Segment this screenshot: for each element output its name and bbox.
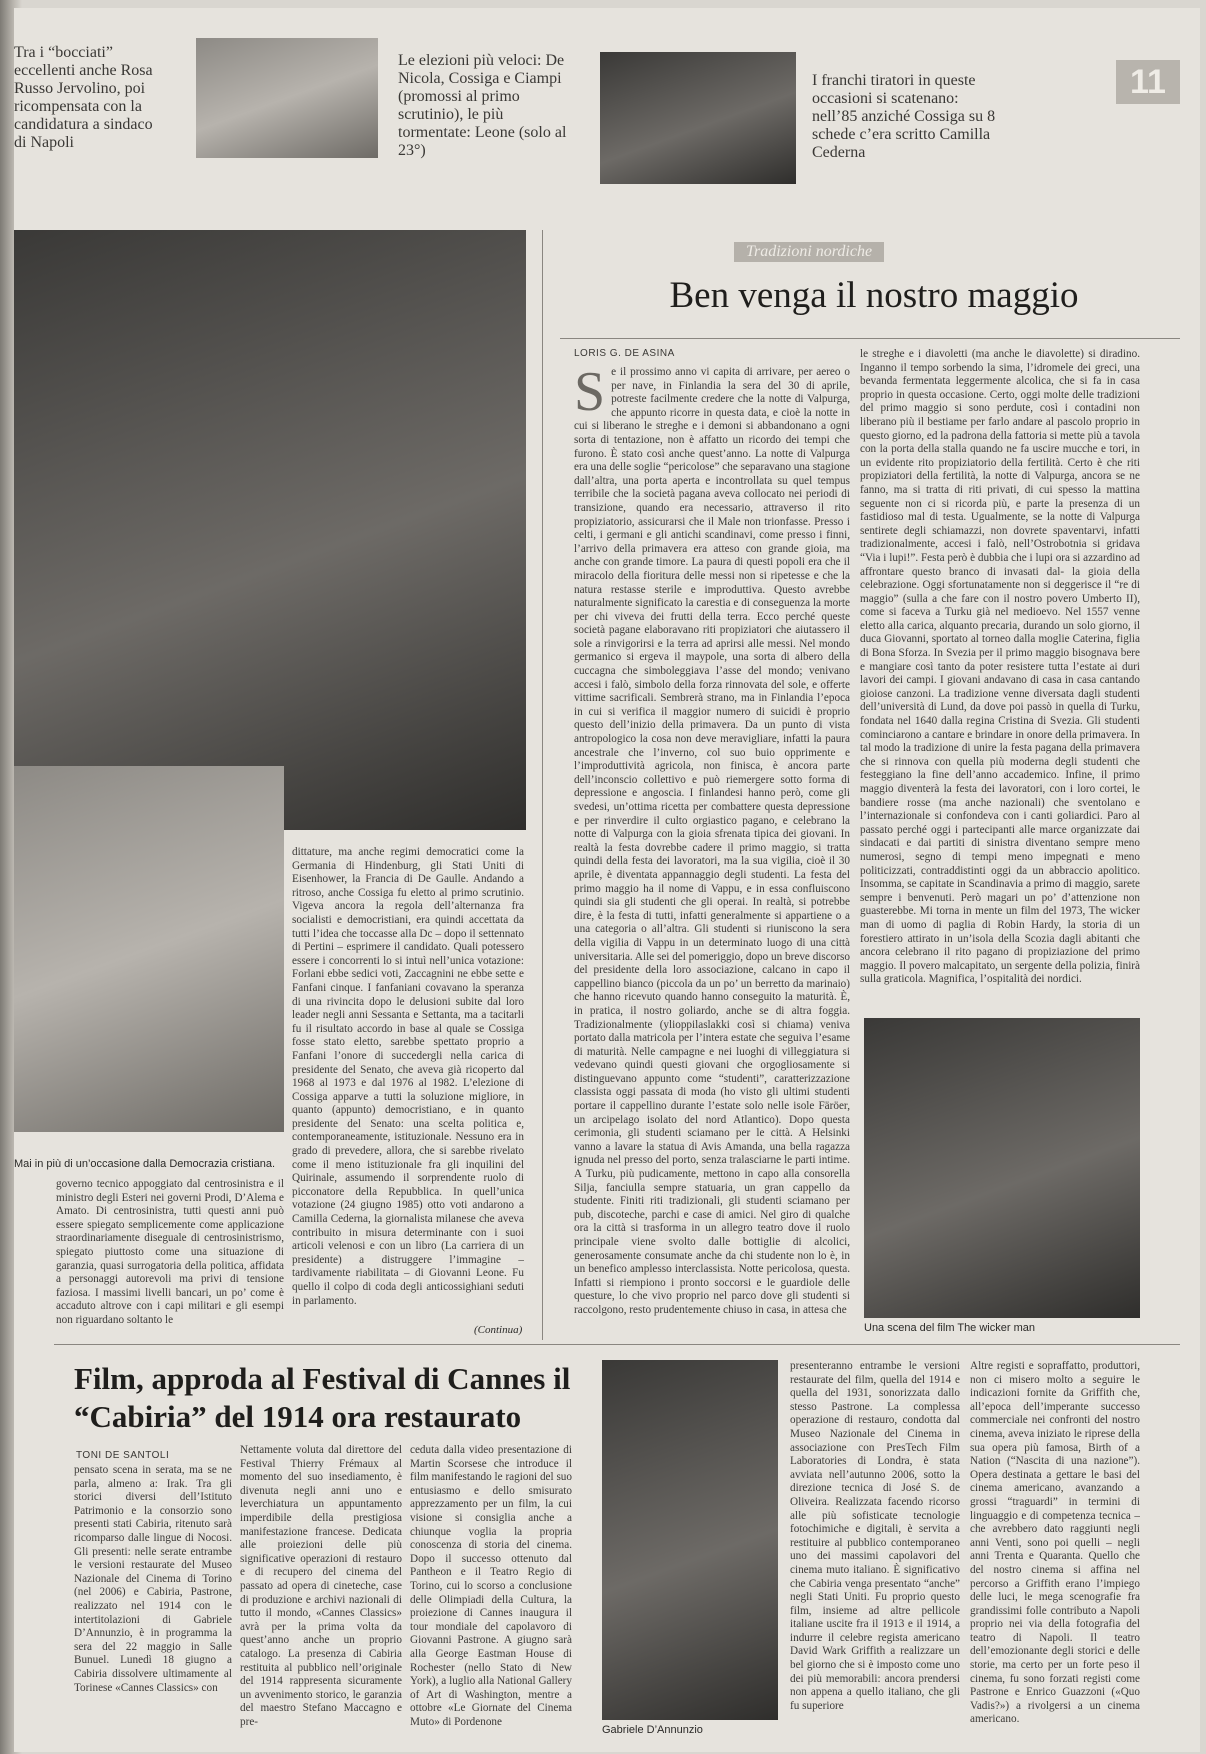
continued-label: (Continua): [474, 1324, 523, 1336]
top-strip-left-text: Tra i “bocciati” eccellenti anche Rosa Russo Jervolino, poi ricompensata con la candidatura a sindaco di Napoli: [14, 44, 153, 151]
top-strip-middle-text: Le elezioni più veloci: De Nicola, Cossiga e Ciampi (promossi al primo scrutinio), le più tormentate: Leone (solo al 23°): [398, 52, 567, 159]
city-aerial-photo: [196, 38, 378, 158]
top-strip: [14, 30, 1200, 200]
film-column-5: Altre registi e sopraffatto, produttori, non ci misero molto a seguire le indicazioni fornite da Griffith che, all’epoca dell’imperante successo commerciale nei confronti del nostro cinema, aveva iniziato le riprese della sua opera più famosa, Birth of a Nation (“Nascita di una nazione”). Opera destinata a gettare le basi del cinema americano, avanzando a grossi “traguardi” in termini di linguaggio e di competenza tecnica – che avrebbero dato raggiunti negli anni Venti, sono poi quelli – negli anni Trenta e Quaranta. Quello che del nostro cinema si affina nel percorso a Griffith erano l’impiego delle luci, le mega scenografie fra grandissimi folle contributo a Napoli proprio nei via della fotografia del teatro di Napoli. Il teatro dell’emozionante degli storici e delle storie, ma certo per un forte peso il cinema, fu sono forzati registi come Pastrone e Enrico Guazzoni («Quo Vadis?») a rivolgersi a un cinema americano.: [970, 1360, 1140, 1726]
film-column-4: presenteranno entrambe le versioni restaurate del film, quella del 1914 e quella del 1931, sonorizzata dallo stesso Pastrone. La complessa operazione di restauro, condotta dal Museo Nazionale del Cinema in associazione con PresTech Film Laboratories di Londra, è stata avviata nell’autunno 2006, sotto la direzione tecnica di José S. de Oliveira. Realizzata facendo ricorso alle più sofisticate tecnologie fotochimiche e digitali, è servita a restituire al pubblico contemporaneo uno dei massimi capolavori del cinema muto italiano. È significativo che Cabiria venga presentato “anche” negli Stati Uniti. Fu proprio questo film, insieme ad altre pellicole italiane uscite fra il 1913 e il 1914, a indurre il celebre regista americano David Wark Griffith a realizzare un bel giorno che si è imposto come uno dei più memorabili: ancora prendersi non appena a quello italiano, che gli fu superiore: [790, 1360, 960, 1712]
main-headline: Ben venga il nostro maggio: [669, 275, 1079, 316]
article-divider: [542, 230, 543, 1340]
street-scene-photo: [14, 766, 284, 1132]
film-column-2: Nettamente voluta dal direttore del Festival Thierry Frémaux al momento del suo insediamento, è divenuta negli anni uno e leverchiatura un appuntamento imperdibile della prestigiosa manifestazione francese. Dedicata alle proiezioni delle più significative operazioni di restauro e di recupero del cinema del passato ad opera di cineteche, case di produzione e archivi nazionali di tutto il mondo, «Cannes Classics» avrà per la prima volta da quest’anno anche un proprio catalogo. La presenza di Cabiria restituita al pubblico nell’originale del 1914 rappresenta sicuramente un avvenimento storico, le garanzia del maestro Stefano Maccagno e pre-: [240, 1444, 402, 1728]
section-rubric: Tradizioni nordiche: [734, 242, 884, 262]
wicker-man-photo: [864, 1018, 1140, 1318]
wicker-man-caption: Una scena del film The wicker man: [864, 1322, 1035, 1334]
top-strip-right-text: I franchi tiratori in queste occasioni si scatenano: nell’85 anziché Cossiga su 8 schede c’era scritto Camilla Cederna: [812, 72, 996, 161]
main-article-column-1: [574, 366, 850, 1334]
main-byline: LORIS G. DE ASINA: [574, 348, 675, 359]
page-number: 11: [1116, 60, 1180, 104]
left-article-column-a: governo tecnico appoggiato dal centrosinistra e il ministro degli Esteri nei governi Prodi, D’Alema e Amato. Di centrosinistra, tutti questi anni può essere spiegato semplicemente come applicazione straordinariamente diseguale di centrosinistrismo, spiegato piuttosto come una situazione di garanzia, quasi surrogatoria della politica, affidata a personaggi autorevoli ma privi di tensione faziosa. I massimi livelli bancari, un po’ come è accaduto altrove con i capi militari e gli esempi non riguardano soltanto le: [56, 1178, 284, 1326]
dannunzio-caption: Gabriele D’Annunzio: [602, 1724, 703, 1736]
headline-rule: [560, 338, 1180, 339]
left-photo-caption: Mai in più di un’occasione dalla Democrazia cristiana.: [14, 1158, 276, 1170]
man-in-hat-photo: [14, 230, 526, 830]
left-article-column-b: dittature, ma anche regimi democratici come la Germania di Hindenburg, gli Stati Uniti di Eisenhower, la Francia di De Gaulle. Andando a ritroso, anche Cossiga fu eletto al primo scrutinio. Vigeva ancora la regola dell’alternanza fra socialisti e democristiani, era quindi accettata da tutti l’idea che toccasse alla Dc – dopo il settennato di Pertini – esprimere il candidato. Quali potessero essere i concorrenti lo si intuì nell’unica votazione: Forlani ebbe sedici voti, Zaccagnini ne ebbe sette e Fanfani cinque. I fanfaniani covavano la speranza di una rivincita dopo le delusioni subite dal loro leader negli anni Sessanta e Settanta, ma a tacitarli fu il risultato accordo in base al quale se Cossiga fosse stato eletto, sarebbe spettato proprio a Fanfani l’onore di succedergli nella carica di presidente del Senato, che aveva già ricoperto dal 1968 al 1973 e dal 1976 al 1982. L’elezione di Cossiga apparve a tutti la soluzione migliore, in quanto (appunto) democristiano, e in quanto presidente del Senato: una scelta politica e, contemporaneamente, istituzionale. Nessuno era in grado di prevedere, allora, che si sarebbe rivelato come il meno istituzionale fra gli inquilini del Quirinale, assumendo il sorprendente ruolo di picconatore della Repubblica. In quell’unica votazione (24 giugno 1985) otto voti andarono a Camilla Cederna, la giornalista milanese che aveva contribuito in misura determinante con i suoi articoli velenosi e con un libro (La carriera di un presidente) a distruggere l’immagine – tardivamente riabilitata – di Giovanni Leone. Fu quello il colpo di coda degli anticossighiani seduti in parlamento.: [292, 846, 524, 1307]
woman-portrait-photo: [600, 52, 796, 184]
film-column-3: ceduta dalla video presentazione di Martin Scorsese che introduce il film manifestando le ragioni del suo entusiasmo e dello smisurato apprezzamento per un film, la cui visione si consiglia anche a chiunque voglia la propria conoscenza di storia del cinema. Dopo il successo ottenuto dal Pantheon e il Teatro Regio di Torino, cui lo scorso a conclusione delle Olimpiadi della Cultura, la proiezione di Cannes inaugura il tour mondiale del capolavoro di Giovanni Pastrone. A giugno sarà alla George Eastman House di Rochester (nello Stato di New York), a luglio alla National Gallery of Art di Washington, mentre a ottobre «Le Giornate del Cinema Muto» di Pordenone: [410, 1444, 572, 1728]
drop-cap: S: [574, 366, 606, 423]
section-divider: [54, 1344, 1180, 1345]
film-byline: TONI DE SANTOLI: [76, 1450, 170, 1461]
film-column-1: pensato scena in serata, ma se ne parla, almeno a: Irak. Tra gli storici diversi dell’Istituto Patrimonio e la consorzio sono presenti stati Cabiria, ritenuto sarà ricomparso dalle lingue di Nocosi. Gli presenti: nelle serate entrambe le versioni restaurate del Museo Nazionale del Cinema di Torino (nel 2006) e Cabiria, Pastrone, realizzato nel 1914 con le intertitolazioni di Gabriele D’Annunzio, è in programma la sera del 22 maggio in Salle Bunuel. Lunedì 18 giugno a Cabiria dissolvere ultimamente al Torinese «Cannes Classics» con: [74, 1464, 232, 1694]
film-headline: Film, approda al Festival di Cannes il “Cabiria” del 1914 ora restaurato: [74, 1361, 571, 1434]
dannunzio-photo: [602, 1360, 778, 1720]
newspaper-page: [14, 8, 1200, 1752]
main-article-column-1-text: e il prossimo anno vi capita di arrivare, per aereo o per nave, in Finlandia la sera del 30 di aprile, potreste facilmente credere che la notte di Valpurga, che appunto ricorre in questa data, e cioè la notte in cui si liberano le streghe e i demoni si abbandonano a ogni sorta di tentazione, non è affatto un ricordo dei tempi che furono. È stato così anche quest’anno. La notte di Valpurga era una delle soglie “pericolose” che separavano una stagione dall’altra, una porta aperta e incontrollata su quel tempus terribile che la società pagana aveva collocato nei periodi di transizione, quando era necessario, attraverso il rito propiziatorio, assicurarsi che il Male non trionfasse. Presso i celti, i germani e gli antichi scandinavi, come presso i finni, l’arrivo della primavera era atteso con grande gioia, ma anche con grande timore. La paura di questi popoli era che il miracolo della fioritura delle messi non si ripetesse e che la natura restasse sterile e improduttiva. Questo avrebbe naturalmente significato la carestia e di conseguenza la morte per chi viveva dei frutti della terra. Ecco perché queste società pagane elaboravano riti propiziatori che aiutassero il sole a rinvigorirsi e la terra ad aprirsi alle messi. Nel mondo germanico si ergeva il maypole, una sorta di albero della cuccagna che simboleggiava l’asse del mondo; venivano accesi i falò, simbolo della forza rinnovata del sole, e offerte vittime sacrificali. Sembrerà strano, ma in Finlandia l’epoca in cui si verifica il maggior numero di suicidi è proprio questo dell’inizio della primavera. Da un punto di vista antropologico la cosa non deve meravigliare, infatti la paura ancestrale che l’inverno, col suo buio opprimente e l’improduttività agricola, non finisca, è ancora parte dell’inconscio collettivo e può riemergere sotto forma di depressione e angoscia. I finlandesi hanno però, come gli svedesi, un’ottima ricetta per combattere questa depressione e per rinverdire il culto orgiastico pagano, e celebrano la notte di Valpurga con la gioia sfrenata tipica dei giovani. In realtà la festa dovrebbe cadere il primo maggio, si tratta quindi della festa dei lavoratori, ma la sua vigilia, cioè il 30 aprile, è diventata appannaggio degli studenti. La festa del primo maggio ha il nome di Vappu, e in essa confluiscono quindi sia gli studenti che gli operai. In realtà, si potrebbe dire, è la festa di tutti, infatti generalmente si appartiene o a una categoria o all’altra. Gli studenti si riuniscono la sera della vigilia di Vappu in un determinato luogo di una città universitaria. Alle sei del pomeriggio, dopo un breve discorso del presidente della loro associazione, calcano in capo il cappellino bianco (piccola da un po’ un berretto da marinaio) che hanno ricevuto quando hanno conseguito la maturità. È, in pratica, il nostro goliardo, anche se di altra foggia. Tradizionalmente (ylioppilaslakki così si chiama) veniva portato dalla matricola per l’intera estate che seguiva l’esame di maturità. Nelle campagne e nei luoghi di villeggiatura si vedevano quindi questi giovani che orgogliosamente si distinguevano appunto come “studenti”, caratterizzazione classista oggi passata di moda (ho visto gli ultimi studenti portare il cappellino durante l’estate solo nelle isole Färöer, un arcipelago isolato del nord Atlantico). Dopo questa cerimonia, gli studenti sciamano per le città. A Helsinki vanno a lavare la statua di Avis Amanda, una bella ragazza ignuda nel presso del porto, senza tralasciarne le parti intime. A Turku, più pudicamente, mettono in capo alla consorella Silja, fanciulla sempre statuaria, un gran cappello da studente. Finiti riti tradizionali, gli studenti sciamano per pub, discoteche, parchi e case di amici. Nel giro di qualche ora la città si trasforma in un allegro teatro dove il ruolo principale viene svolto dalle bottiglie di alcolici, generosamente consumate anche da chi studente non lo è, in un benefico amplesso interclassista. Notte pericolosa, questa. Infatti si riempiono i pronto soccorsi e le guardiole delle questure, lo che vivo proprio nel parco dove gli studenti si raccolgono, resto prudentemente chiuso in casa, in attesa che: [574, 366, 850, 1316]
main-article-column-2: le streghe e i diavoletti (ma anche le diavolette) si diradino. Inganno il tempo sorbendo la sima, l’idromele dei greci, una bevanda fermentata leggermente alcolica, che si fa in casa proprio in questa occasione. Certo, oggi molte delle tradizioni del primo maggio si sono perdute, così i contadini non liberano più il bestiame per farlo andare al pascolo proprio in questo giorno, ed la padrona della fattoria si mette più a tavola con la porta della stalla quando ne fa uscire mucche e tori, in un evidente rito propiziatorio della fertilità. Certo è che riti propiziatori della fertilità, la notte di Valpurga, ancora se ne fanno, ma si tratta di riti privati, di cui spesso la mattina seguente non ci si ricorda più, e parte la presenza di un fastidioso mal di testa. Ugualmente, se la notte di Valpurga sentirete degli schiamazzi, non dovrete spaventarvi, infatti tradizionalmente, accesi i falò, nell’Ostrobotnia si gridava “Via i lupi!”. Festa però è dubbia che i lupi ora si azzardino ad affrontare questo branco di invasati dal- la gioia della celebrazione. Oggi sfortunatamente non si deggerisce il “re di maggio” (sulla a che fare con il nostro povero Umberto II), come si faceva a Turku già nel medioevo. Nel 1557 venne eletto alla carica, alquanto precaria, durando un solo giorno, il duca Giovanni, sportato al torneo dalla moglie Caterina, figlia di Bona Sforza. In Svezia per il primo maggio bisognava bere e mangiare così tanto da poter resistere tutta l’estate ai duri lavori dei campi. I giovani andavano di casa in casa cantando gioiose canzoni. La tradizione venne diversata dagli studenti dell’università di Lund, da dove poi passò in quella di Turku, fondata nel 1640 dalla regina Cristina di Svezia. Gli studenti cominciarono a cantare e brindare in onore della primavera. In tal modo la tradizione di unire la festa pagana della primavera che si rinnova con quella più moderna degli studenti che festeggiano la fine dell’anno accademico. Infine, il primo maggio diventerà la festa dei lavoratori, con i loro cortei, le bandiere rosse (ma anche nazionali) che sventolano e l’internazionale si confondeva con i canti goliardici. Paro al passato perché oggi i partecipanti alle marce organizzate dai sindacati e dai partiti di sinistra diventano sempre meno numerosi, segno di tempi meno impegnati e meno politicizzati, contraddistinti oggi da un abbraccio apolitico. Insomma, se capitate in Scandinavia a primo di maggio, sarete sempre i benvenuti. Però magari un po’ d’attenzione non guasterebbe. Mi torna in mente un film del 1973, The wicker man di uomo di paglia di Robin Hardy, la storia di un forestiero attirato in un’isola della Scozia dagli abitanti che ancora celebrano il rito pagano di propiziazione del primo maggio. Il povero malcapitato, un sergente della polizia, finirà sulla graticola. Magnifica, l’ospitalità dei nordici.: [860, 348, 1140, 986]
